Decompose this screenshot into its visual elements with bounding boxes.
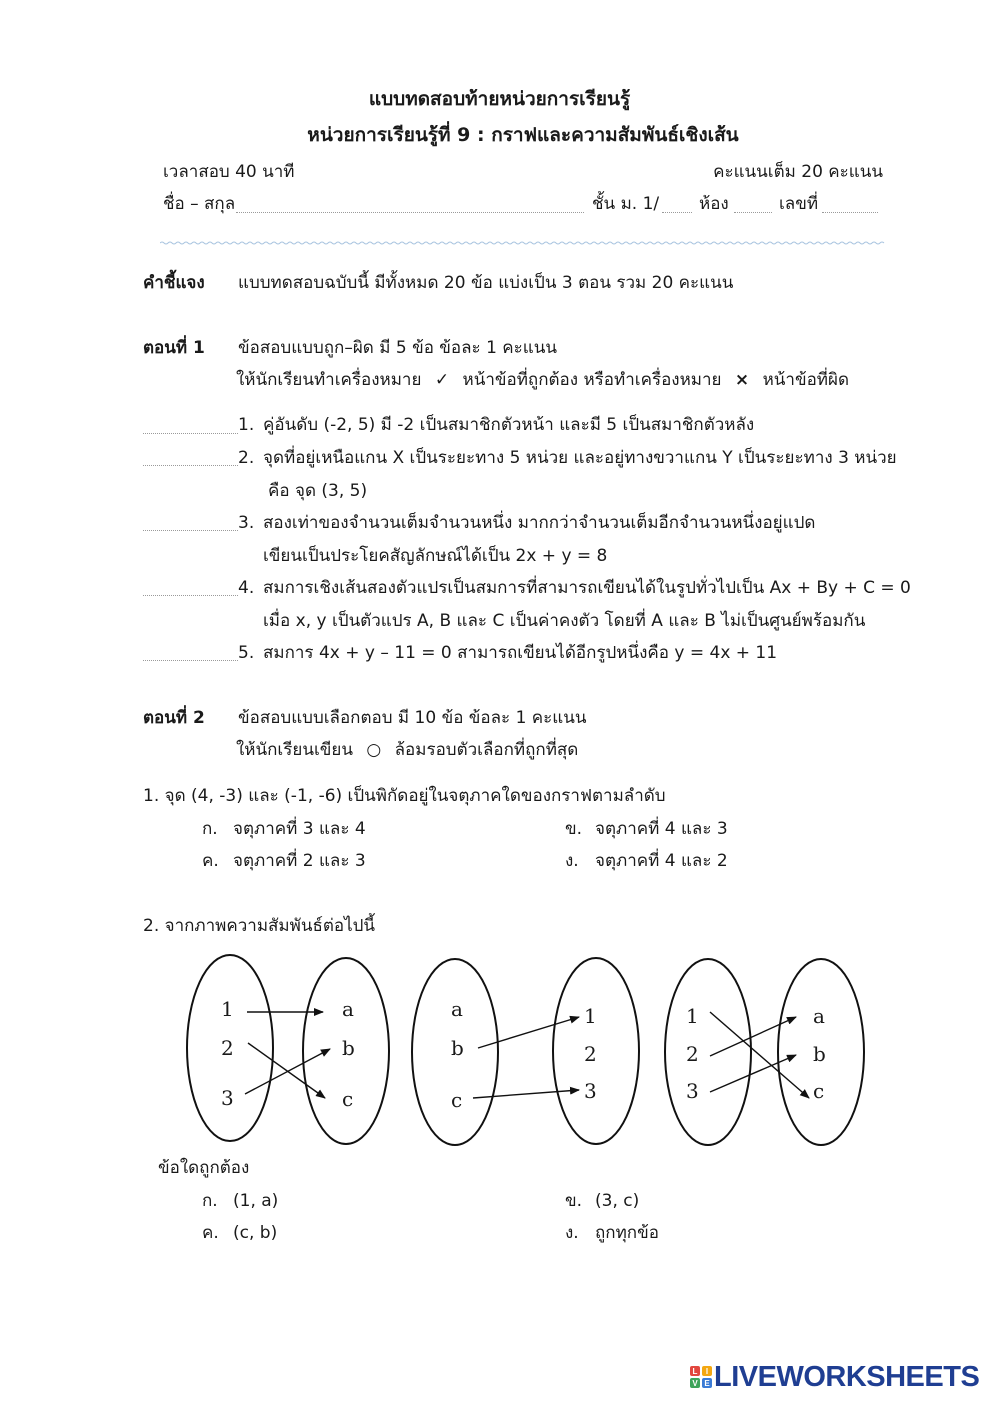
set-element: 1 [221,997,234,1021]
time-label: เวลาสอบ 40 นาที [163,162,295,182]
option-text[interactable]: จตุภาคที่ 4 และ 3 [595,819,728,839]
cross-icon: × [734,370,750,390]
part2-instr-a: ให้นักเรียนเขียน [236,740,353,760]
set-element: 3 [221,1086,234,1110]
mapping-arrow [473,1090,579,1098]
part2-desc: ข้อสอบแบบเลือกตอบ มี 10 ข้อ ข้อละ 1 คะแนน [238,708,587,728]
part1-instr-a: ให้นักเรียนทำเครื่องหมาย [236,370,422,390]
question-2-prompt: ข้อใดถูกต้อง [158,1158,250,1178]
logo-tile: L [690,1366,700,1376]
part1-label: ตอนที่ 1 [143,338,205,358]
set-element: 1 [686,1004,699,1028]
set-element: 2 [221,1036,234,1060]
set-element: 2 [584,1042,597,1066]
check-icon: ✓ [434,370,450,390]
score-label: คะแนนเต็ม 20 คะแนน [713,162,883,182]
number-label: เลขที่ [779,194,819,214]
question-1: 1. จุด (4, -3) และ (-1, -6) เป็นพิกัดอยู่ในจตุภาคใดของกราฟตามลำดับ [143,786,666,806]
item-number: 1. [238,415,255,435]
set-element: b [451,1036,464,1060]
logo-tile: V [690,1378,700,1388]
set-element: b [813,1042,826,1066]
item-text-cont: เขียนเป็นประโยคสัญลักษณ์ได้เป็น 2x + y = 8 [263,546,608,566]
option-key[interactable]: ง. [565,851,579,871]
item-text: สมการเชิงเส้นสองตัวแปรเป็นสมการที่สามารถเขียนได้ในรูปทั่วไปเป็น Ax + By + C = 0 [263,578,911,598]
item-number: 3. [238,513,255,533]
liveworksheets-logo [690,1362,979,1392]
mapping-arrow [478,1017,579,1048]
item-text: สมการ 4x + y – 11 = 0 สามารถเขียนได้อีกรูปหนึ่งคือ y = 4x + 11 [263,643,778,663]
set-element: 2 [686,1042,699,1066]
logo-text: LIVEWORKSHEETS [714,1361,980,1393]
question-2: 2. จากภาพความสัมพันธ์ต่อไปนี้ [143,916,376,936]
option-text[interactable]: จตุภาคที่ 4 และ 2 [595,851,728,871]
mapping-arrow [245,1049,330,1094]
instructions-text: แบบทดสอบฉบับนี้ มีทั้งหมด 20 ข้อ แบ่งเป็น 3 ตอน รวม 20 คะแนน [238,273,734,293]
logo-mark-icon [690,1366,712,1388]
mapping-arrow [710,1055,796,1092]
instructions-label: คำชี้แจง [143,273,205,293]
item-text-cont: คือ จุด (3, 5) [268,481,368,501]
item-text: จุดที่อยู่เหนือแกน X เป็นระยะทาง 5 หน่วย และอยู่ทางขวาแกน Y เป็นระยะทาง 3 หน่วย [263,448,897,468]
item-text: สองเท่าของจำนวนเต็มจำนวนหนึ่ง มากกว่าจำนวนเต็มอีกจำนวนหนึ่งอยู่แปด [263,513,816,533]
set-element: a [451,997,463,1021]
part2-label: ตอนที่ 2 [143,708,205,728]
set-element: a [342,997,354,1021]
set-element: 1 [584,1004,597,1028]
unit-subtitle: หน่วยการเรียนรู้ที่ 9 : กราฟและความสัมพันธ์เชิงเส้น [307,124,739,146]
class-label: ชั้น ม. 1/ [592,194,660,214]
option-text[interactable]: (3, c) [595,1191,640,1211]
item-number: 2. [238,448,255,468]
mapping-arrow [248,1043,325,1098]
logo-tile: I [702,1366,712,1376]
item-text-cont: เมื่อ x, y เป็นตัวแปร A, B และ C เป็นค่าคงตัว โดยที่ A และ B ไม่เป็นศูนย์พร้อมกัน [263,611,866,631]
option-key[interactable]: ก. [202,819,218,839]
item-text: คู่อันดับ (-2, 5) มี -2 เป็นสมาชิกตัวหน้า และมี 5 เป็นสมาชิกตัวหลัง [263,415,755,435]
option-key[interactable]: ข. [565,1191,583,1211]
option-text[interactable]: จตุภาคที่ 3 และ 4 [233,819,366,839]
option-key[interactable]: ก. [202,1191,218,1211]
part2-instr-b: ล้อมรอบตัวเลือกที่ถูกที่สุด [394,740,579,760]
set-element: c [451,1088,463,1112]
option-key[interactable]: ค. [202,851,219,871]
logo-tile: E [702,1378,712,1388]
part1-instr-b: หน้าข้อที่ถูกต้อง หรือทำเครื่องหมาย [462,370,722,390]
part1-desc: ข้อสอบแบบถูก–ผิด มี 5 ข้อ ข้อละ 1 คะแนน [238,338,558,358]
set-element: b [342,1036,355,1060]
item-number: 5. [238,643,255,663]
set-element: a [813,1004,825,1028]
set-element: 3 [584,1079,597,1103]
set-element: c [342,1087,354,1111]
option-key[interactable]: ง. [565,1223,579,1243]
option-text[interactable]: (c, b) [233,1223,278,1243]
page-title: แบบทดสอบท้ายหน่วยการเรียนรู้ [368,88,631,110]
circle-icon: ○ [366,740,382,760]
option-text[interactable]: (1, a) [233,1191,279,1211]
room-label: ห้อง [699,194,729,214]
name-label: ชื่อ – สกุล [163,194,236,214]
set-element: 3 [686,1079,699,1103]
option-text[interactable]: ถูกทุกข้อ [595,1223,659,1243]
part1-instr-c: หน้าข้อที่ผิด [762,370,849,390]
item-number: 4. [238,578,255,598]
set-ellipse [665,959,751,1145]
option-key[interactable]: ค. [202,1223,219,1243]
option-text[interactable]: จตุภาคที่ 2 และ 3 [233,851,366,871]
set-element: c [813,1079,825,1103]
option-key[interactable]: ข. [565,819,583,839]
